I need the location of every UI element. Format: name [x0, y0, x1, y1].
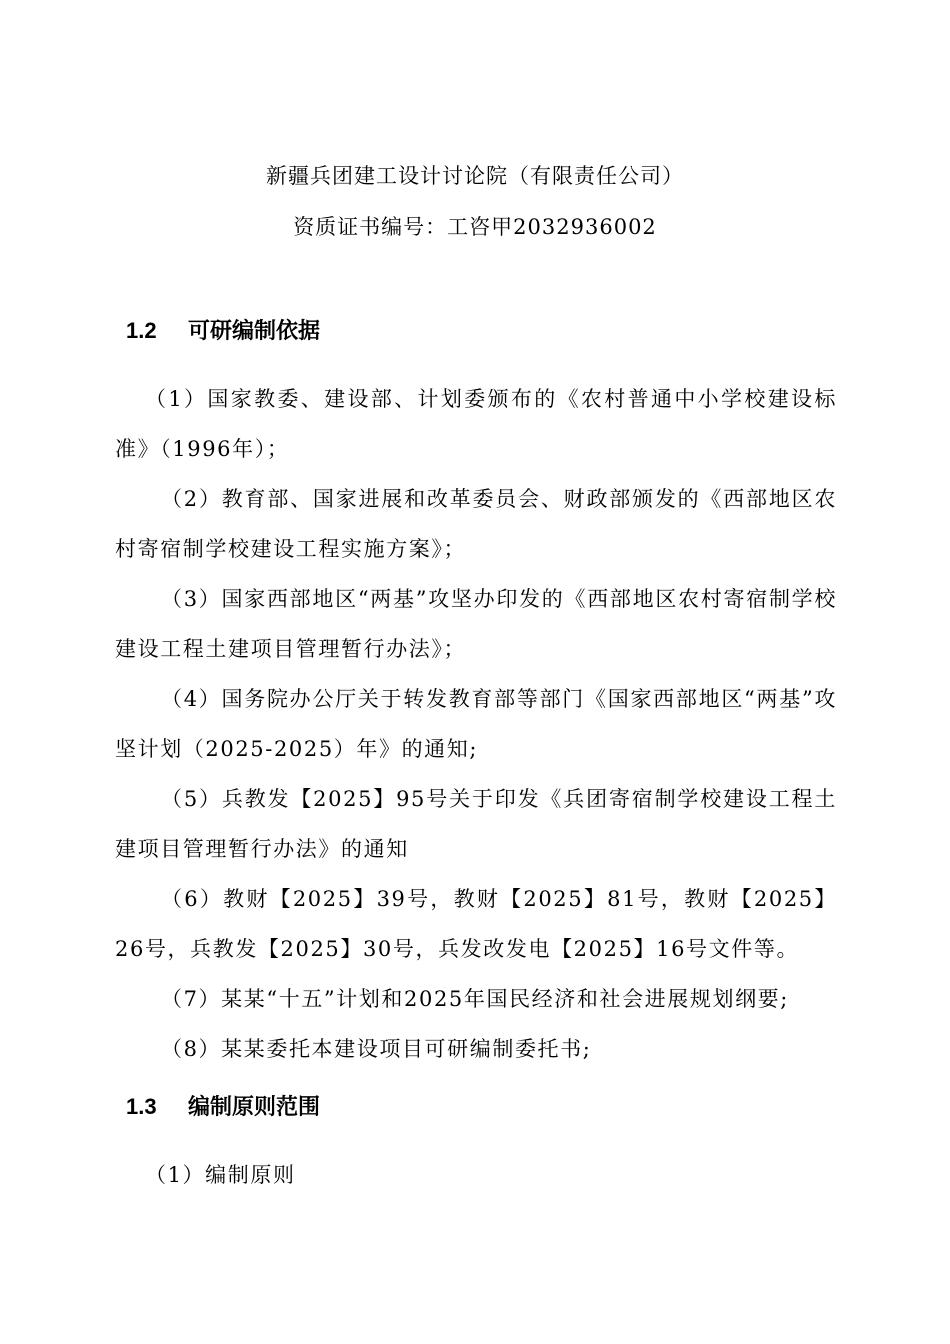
basis-item-7: （7）某某“十五”计划和2025年国民经济和社会进展规划纲要;: [161, 987, 789, 1011]
section-number: 1.2: [126, 318, 157, 343]
company-name: 新疆兵团建工设计讨论院（有限责任公司）: [266, 164, 684, 188]
basis-item-8: （8）某某委托本建设项目可研编制委托书;: [161, 1037, 592, 1061]
basis-item-2: （2）教育部、国家进展和改革委员会、财政部颁发的《西部地区农村寄宿制学校建设工程实施方案》；: [115, 487, 837, 561]
certificate-number: 资质证书编号：工咨甲2032936002: [293, 215, 657, 239]
basis-item-5: （5）兵教发【2025】95号关于印发《兵团寄宿制学校建设工程土建项目管理暂行办法》的通知: [115, 787, 837, 861]
section-heading-1-2: [126, 314, 320, 345]
section-heading-1-3: [126, 1090, 320, 1121]
section-number: 1.3: [126, 1094, 157, 1119]
section-title: 编制原则范围: [188, 1094, 321, 1119]
basis-item-6: （6）教财【2025】39号，教财【2025】81号，教财【2025】26号，兵教发【2025】30号，兵发改发电【2025】16号文件等。: [115, 887, 837, 961]
basis-item-4: （4）国务院办公厅关于转发教育部等部门《国家西部地区“两基”攻坚计划（2025-2025）年》的通知;: [115, 687, 837, 761]
section-title: 可研编制依据: [188, 318, 321, 343]
basis-item-1: （1）国家教委、建设部、计划委颁布的《农村普通中小学校建设标准》（1996年）；: [115, 387, 837, 461]
principle-item-1: （1）编制原则: [145, 1163, 296, 1187]
basis-item-3: （3）国家西部地区“两基”攻坚办印发的《西部地区农村寄宿制学校建设工程土建项目管理暂行办法》；: [115, 587, 837, 661]
